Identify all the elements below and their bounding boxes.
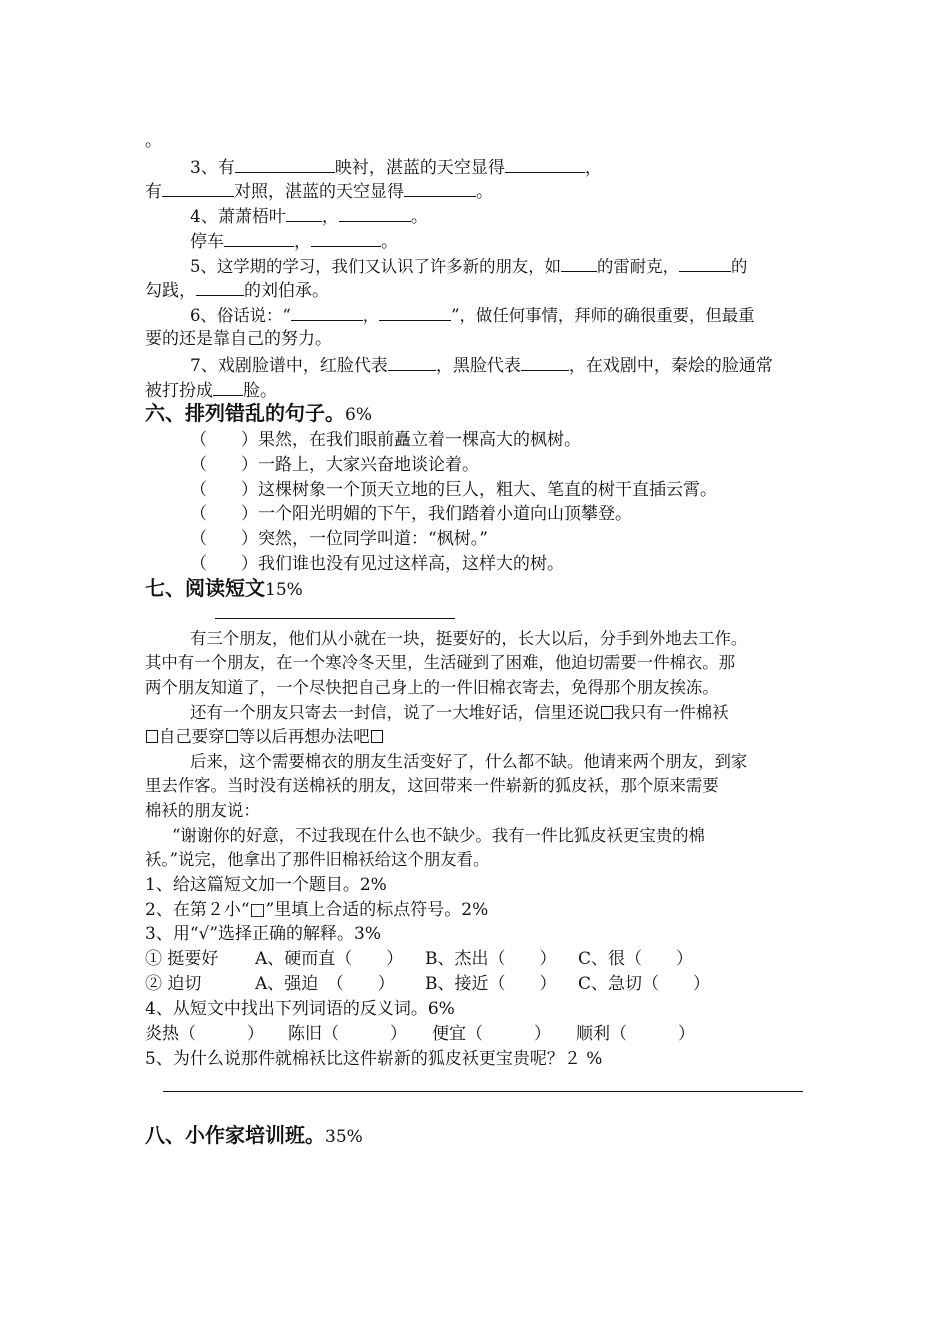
q3-option[interactable]: A、硬而直（ ）	[255, 949, 404, 969]
q6-line1: 6、俗话说：“ ， ”，做任何事情，拜师的确很重要，但最重	[190, 302, 755, 328]
punctuation-box[interactable]	[371, 730, 383, 743]
reorder-item: （ ）一路上，大家兴奋地谈论着。	[190, 455, 479, 475]
answer-line[interactable]	[163, 1091, 803, 1092]
q4-line1: 4、萧萧梧叶 ， 。	[190, 203, 428, 229]
question-4: 4、从短文中找出下列词语的反义词。6%	[145, 999, 455, 1019]
passage-line: 两个朋友知道了，一个尽快把自己身上的一件旧棉衣寄去，免得那个朋友挨冻。	[145, 678, 719, 697]
answer-blank[interactable]	[235, 154, 335, 173]
answer-blank[interactable]	[213, 377, 243, 396]
passage-line: 其中有一个朋友，在一个寒冷冬天里，生活碰到了困难，他迫切需要一件棉衣。那	[145, 653, 736, 672]
stray-period: 。	[145, 131, 162, 151]
section7-heading: 七、阅读短文15%	[145, 576, 303, 600]
q3-line2: 有 对照，湛蓝的天空显得 。	[145, 178, 493, 204]
punctuation-box[interactable]	[146, 730, 158, 743]
q3-option[interactable]: C、急切（ ）	[578, 974, 711, 994]
antonym-item[interactable]: 顺利（ ）	[576, 1024, 695, 1044]
reorder-item: （ ）我们谁也没有见过这样高，这样大的树。	[190, 554, 564, 574]
answer-blank[interactable]	[162, 178, 234, 197]
answer-blank[interactable]	[521, 352, 569, 371]
q5-line1: 5、这学期的学习，我们又认识了许多新的朋友，如 的雷耐克， 的	[190, 253, 747, 279]
reorder-item: （ ）果然，在我们眼前矗立着一棵高大的枫树。	[190, 430, 581, 450]
answer-blank[interactable]	[311, 228, 381, 247]
passage-line: 后来，这个需要棉衣的朋友生活变好了，什么都不缺。他请来两个朋友，到家	[190, 752, 748, 771]
q3-word-1: ① 挺要好	[145, 949, 219, 969]
answer-blank[interactable]	[286, 203, 322, 222]
antonym-item[interactable]: 便宜（ ）	[432, 1024, 551, 1044]
answer-blank[interactable]	[196, 277, 244, 296]
q7-line2: 被打扮成 脸。	[145, 377, 277, 403]
q3-option[interactable]: B、杰出（ ）	[425, 949, 557, 969]
question-2: 2、在第２小“□”里填上合适的标点符号。2%	[145, 900, 489, 920]
q3-option[interactable]: B、接近（ ）	[425, 974, 557, 994]
section8-heading: 八、小作家培训班。35%	[145, 1123, 363, 1147]
q6-line2: 要的还是靠自己的努力。	[145, 329, 332, 349]
punctuation-box[interactable]	[601, 706, 613, 719]
passage-line: 自己要穿 等以后再想办法吧	[145, 725, 384, 749]
reorder-item: （ ）突然，一位同学叫道：“枫树。”	[190, 529, 488, 549]
q5-line2: 勾践， 的刘伯承。	[145, 277, 329, 303]
section6-heading: 六、排列错乱的句子。6%	[145, 401, 372, 425]
answer-blank[interactable]	[404, 178, 476, 197]
answer-blank[interactable]	[505, 154, 585, 173]
answer-blank[interactable]	[224, 228, 294, 247]
question-1: 1、给这篇短文加一个题目。2%	[145, 875, 387, 895]
q4-line2: 停车 ， 。	[190, 228, 398, 254]
q3-word-2: ② 迫切	[145, 974, 202, 994]
answer-blank[interactable]	[388, 352, 436, 371]
reorder-item: （ ）这棵树象一个顶天立地的巨人，粗大、笔直的树干直插云霄。	[190, 480, 717, 500]
q3-option[interactable]: A、强迫 （ ）	[255, 974, 395, 994]
title-answer-line[interactable]	[215, 618, 455, 619]
answer-blank[interactable]	[679, 253, 731, 272]
q3-line1: 3、有 映衬，湛蓝的天空显得 ，	[190, 154, 602, 180]
antonym-item[interactable]: 炎热（ ）	[145, 1024, 264, 1044]
answer-blank[interactable]	[291, 302, 363, 321]
answer-blank[interactable]	[379, 302, 451, 321]
antonym-item[interactable]: 陈旧（ ）	[288, 1024, 407, 1044]
passage-line: 有三个朋友，他们从小就在一块，挺要好的，长大以后，分手到外地去工作。	[190, 629, 748, 648]
answer-blank[interactable]	[561, 253, 597, 272]
q3-option[interactable]: C、很（ ）	[578, 949, 694, 969]
punctuation-box[interactable]	[226, 730, 238, 743]
answer-blank[interactable]	[339, 203, 411, 222]
passage-line: 棉袄的朋友说：	[145, 801, 260, 820]
reorder-item: （ ）一个阳光明媚的下午，我们踏着小道向山顶攀登。	[190, 504, 632, 524]
passage-line: 袄。”说完，他拿出了那件旧棉袄给这个朋友看。	[145, 850, 490, 869]
question-5: 5、为什么说那件就棉袄比这件崭新的狐皮袄更宝贵呢？２ %	[145, 1049, 603, 1069]
question-3: 3、用“√”选择正确的解释。3%	[145, 924, 381, 944]
passage-line: 还有一个朋友只寄去一封信，说了一大堆好话，信里还说 我只有一件棉袄	[190, 703, 729, 722]
q7-line1: 7、戏剧脸谱中，红脸代表 ，黑脸代表 ，在戏剧中，秦烩的脸通常	[190, 352, 773, 378]
passage-line: “谢谢你的好意，不过我现在什么也不缺少。我有一件比狐皮袄更宝贵的棉	[172, 826, 705, 845]
passage-line: 里去作客。当时没有送棉袄的朋友，这回带来一件崭新的狐皮袄，那个原来需要	[145, 776, 719, 795]
